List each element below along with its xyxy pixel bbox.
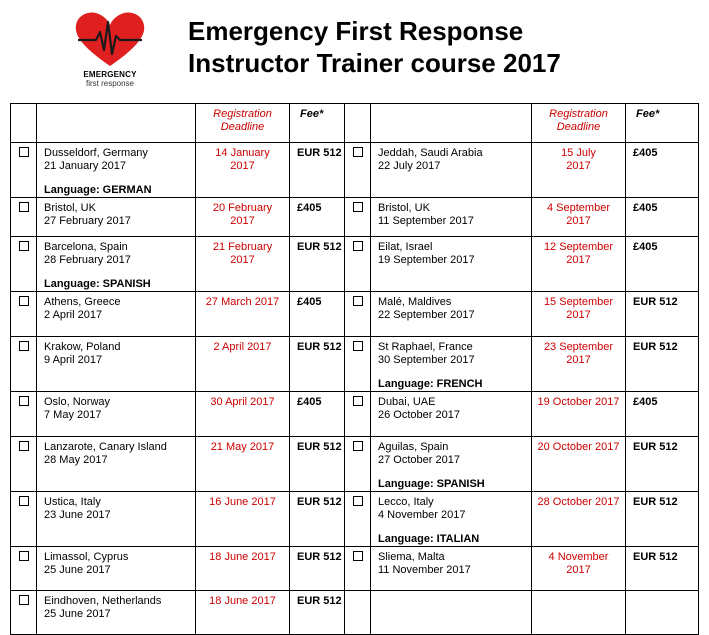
checkbox[interactable]: [353, 341, 363, 351]
table-row: [11, 143, 699, 198]
course-location: [37, 547, 196, 591]
location-name: Aguilas, Spain: [378, 441, 449, 453]
header-deadline-2: Registration Deadline: [532, 104, 626, 143]
registration-deadline: 15 July 2017: [532, 143, 626, 198]
table-row: [11, 392, 699, 437]
header-fee-2: Fee*: [626, 104, 699, 143]
course-fee: £405: [626, 198, 699, 237]
course-location: [371, 198, 532, 237]
course-location: [37, 198, 196, 237]
course-fee: £405: [290, 392, 345, 437]
checkbox[interactable]: [353, 202, 363, 212]
registration-deadline: 28 October 2017: [532, 492, 626, 547]
heart-ecg-icon: [70, 10, 150, 70]
checkbox[interactable]: [19, 341, 29, 351]
course-location: [37, 392, 196, 437]
checkbox-cell[interactable]: [345, 492, 371, 547]
checkbox[interactable]: [19, 551, 29, 561]
course-date: 25 June 2017: [44, 608, 111, 620]
checkbox[interactable]: [19, 241, 29, 251]
course-location: [371, 437, 532, 492]
course-fee: £405: [290, 292, 345, 337]
checkbox-cell[interactable]: [345, 437, 371, 492]
course-fee: EUR 512: [290, 237, 345, 292]
registration-deadline: 12 September 2017: [532, 237, 626, 292]
language-note: Language: GERMAN: [44, 184, 152, 196]
checkbox[interactable]: [19, 202, 29, 212]
course-fee: £405: [626, 143, 699, 198]
course-date: 11 November 2017: [378, 564, 471, 576]
table-row: [11, 337, 699, 392]
location-name: Malé, Maldives: [378, 296, 452, 308]
course-date: 25 June 2017: [44, 564, 111, 576]
location-name: Bristol, UK: [44, 202, 96, 214]
location-name: Barcelona, Spain: [44, 241, 128, 253]
course-date: 23 June 2017: [44, 509, 111, 521]
location-name: St Raphael, France: [378, 341, 473, 353]
checkbox-cell[interactable]: [345, 392, 371, 437]
course-location: [37, 337, 196, 392]
table-row: [11, 198, 699, 237]
course-fee: EUR 512: [626, 437, 699, 492]
course-fee: £405: [626, 392, 699, 437]
course-fee: EUR 512: [290, 591, 345, 635]
course-date: 26 October 2017: [378, 409, 460, 421]
course-date: 9 April 2017: [44, 354, 103, 366]
logo-line1: EMERGENCY: [83, 70, 137, 79]
course-fee: EUR 512: [290, 547, 345, 591]
checkbox[interactable]: [353, 441, 363, 451]
checkbox[interactable]: [353, 241, 363, 251]
location-name: Krakow, Poland: [44, 341, 121, 353]
checkbox[interactable]: [19, 496, 29, 506]
table-row: [11, 547, 699, 591]
course-location: [371, 292, 532, 337]
checkbox-cell[interactable]: [345, 198, 371, 237]
course-fee: EUR 512: [626, 547, 699, 591]
checkbox[interactable]: [19, 147, 29, 157]
registration-deadline: 4 November 2017: [532, 547, 626, 591]
registration-deadline: 18 June 2017: [196, 591, 290, 635]
checkbox[interactable]: [353, 147, 363, 157]
checkbox-cell[interactable]: [345, 237, 371, 292]
logo-line2: first response: [85, 79, 135, 88]
registration-deadline: 21 May 2017: [196, 437, 290, 492]
course-fee: EUR 512: [626, 492, 699, 547]
course-date: 30 September 2017: [378, 354, 475, 366]
course-location: [371, 392, 532, 437]
title-line2: Instructor Trainer course 2017: [188, 48, 561, 78]
course-date: 27 February 2017: [44, 215, 131, 227]
course-date: 19 September 2017: [378, 254, 475, 266]
table-row: [11, 437, 699, 492]
location-name: Bristol, UK: [378, 202, 430, 214]
course-location: [37, 292, 196, 337]
registration-deadline: 2 April 2017: [196, 337, 290, 392]
checkbox-cell[interactable]: [11, 547, 37, 591]
checkbox-cell[interactable]: [345, 292, 371, 337]
checkbox[interactable]: [353, 296, 363, 306]
location-name: Lanzarote, Canary Island: [44, 441, 167, 453]
course-date: 2 April 2017: [44, 309, 103, 321]
course-location: [371, 337, 532, 392]
efr-logo: [70, 10, 150, 92]
registration-deadline: 14 January 2017: [196, 143, 290, 198]
registration-deadline: 20 October 2017: [532, 437, 626, 492]
checkbox[interactable]: [19, 441, 29, 451]
location-name: Eilat, Israel: [378, 241, 433, 253]
course-fee: EUR 512: [626, 337, 699, 392]
course-location: [37, 591, 196, 635]
checkbox[interactable]: [353, 496, 363, 506]
language-note: Language: SPANISH: [44, 278, 151, 290]
table-row: [11, 237, 699, 292]
table-row: [11, 292, 699, 337]
language-note: Language: FRENCH: [378, 378, 483, 390]
course-date: 21 January 2017: [44, 160, 126, 172]
course-location: [37, 143, 196, 198]
checkbox-cell[interactable]: [11, 292, 37, 337]
course-fee: EUR 512: [626, 292, 699, 337]
checkbox-cell[interactable]: [345, 143, 371, 198]
course-location: [371, 237, 532, 292]
registration-deadline: 19 October 2017: [532, 392, 626, 437]
checkbox[interactable]: [19, 296, 29, 306]
location-name: Jeddah, Saudi Arabia: [378, 147, 483, 159]
checkbox-cell[interactable]: [11, 591, 37, 635]
course-date: 22 September 2017: [378, 309, 475, 321]
registration-deadline: 30 April 2017: [196, 392, 290, 437]
language-note: Language: SPANISH: [378, 478, 485, 490]
registration-deadline: 18 June 2017: [196, 547, 290, 591]
course-location: [371, 143, 532, 198]
course-date: 27 October 2017: [378, 454, 460, 466]
checkbox[interactable]: [19, 595, 29, 605]
registration-deadline: 20 February 2017: [196, 198, 290, 237]
course-date: 11 September 2017: [378, 215, 474, 227]
course-location: [37, 437, 196, 492]
course-fee: EUR 512: [290, 437, 345, 492]
header-deadline: Registration Deadline: [196, 104, 290, 143]
course-date: 4 November 2017: [378, 509, 466, 521]
table-row: [11, 591, 699, 635]
course-fee: EUR 512: [290, 143, 345, 198]
registration-deadline: 4 September 2017: [532, 198, 626, 237]
registration-deadline: 15 September 2017: [532, 292, 626, 337]
course-location: [37, 492, 196, 547]
language-note: Language: ITALIAN: [378, 533, 480, 545]
location-name: Dubai, UAE: [378, 396, 436, 408]
registration-deadline: 27 March 2017: [196, 292, 290, 337]
location-name: Lecco, Italy: [378, 496, 434, 508]
course-date: 22 July 2017: [378, 160, 441, 172]
location-name: Sliema, Malta: [378, 551, 445, 563]
checkbox-cell[interactable]: [11, 492, 37, 547]
checkbox-cell[interactable]: [11, 392, 37, 437]
registration-deadline: 21 February 2017: [196, 237, 290, 292]
location-name: Oslo, Norway: [44, 396, 111, 408]
checkbox-cell[interactable]: [11, 337, 37, 392]
location-name: Eindhoven, Netherlands: [44, 595, 162, 607]
checkbox-cell[interactable]: [11, 237, 37, 292]
header-fee: Fee*: [290, 104, 345, 143]
course-date: 7 May 2017: [44, 409, 102, 421]
location-name: Limassol, Cyprus: [44, 551, 129, 563]
location-name: Ustica, Italy: [44, 496, 101, 508]
course-location: [371, 492, 532, 547]
checkbox[interactable]: [19, 396, 29, 406]
checkbox-cell[interactable]: [345, 337, 371, 392]
location-name: Athens, Greece: [44, 296, 121, 308]
course-location: [371, 547, 532, 591]
checkbox[interactable]: [353, 396, 363, 406]
course-fee: EUR 512: [290, 492, 345, 547]
course-fee: £405: [290, 198, 345, 237]
table-row: [11, 492, 699, 547]
registration-deadline: 23 September 2017: [532, 337, 626, 392]
checkbox-cell[interactable]: [11, 437, 37, 492]
course-fee: £405: [626, 237, 699, 292]
registration-deadline: 16 June 2017: [196, 492, 290, 547]
checkbox-cell[interactable]: [345, 547, 371, 591]
course-table: [10, 103, 699, 635]
course-fee: EUR 512: [290, 337, 345, 392]
course-location: [37, 237, 196, 292]
title-line1: Emergency First Response: [188, 16, 524, 46]
location-name: Dusseldorf, Germany: [44, 147, 148, 159]
checkbox[interactable]: [353, 551, 363, 561]
page-title: [188, 15, 668, 79]
checkbox-cell[interactable]: [11, 143, 37, 198]
checkbox-cell[interactable]: [11, 198, 37, 237]
course-date: 28 May 2017: [44, 454, 108, 466]
header-row: [11, 104, 699, 143]
course-date: 28 February 2017: [44, 254, 131, 266]
